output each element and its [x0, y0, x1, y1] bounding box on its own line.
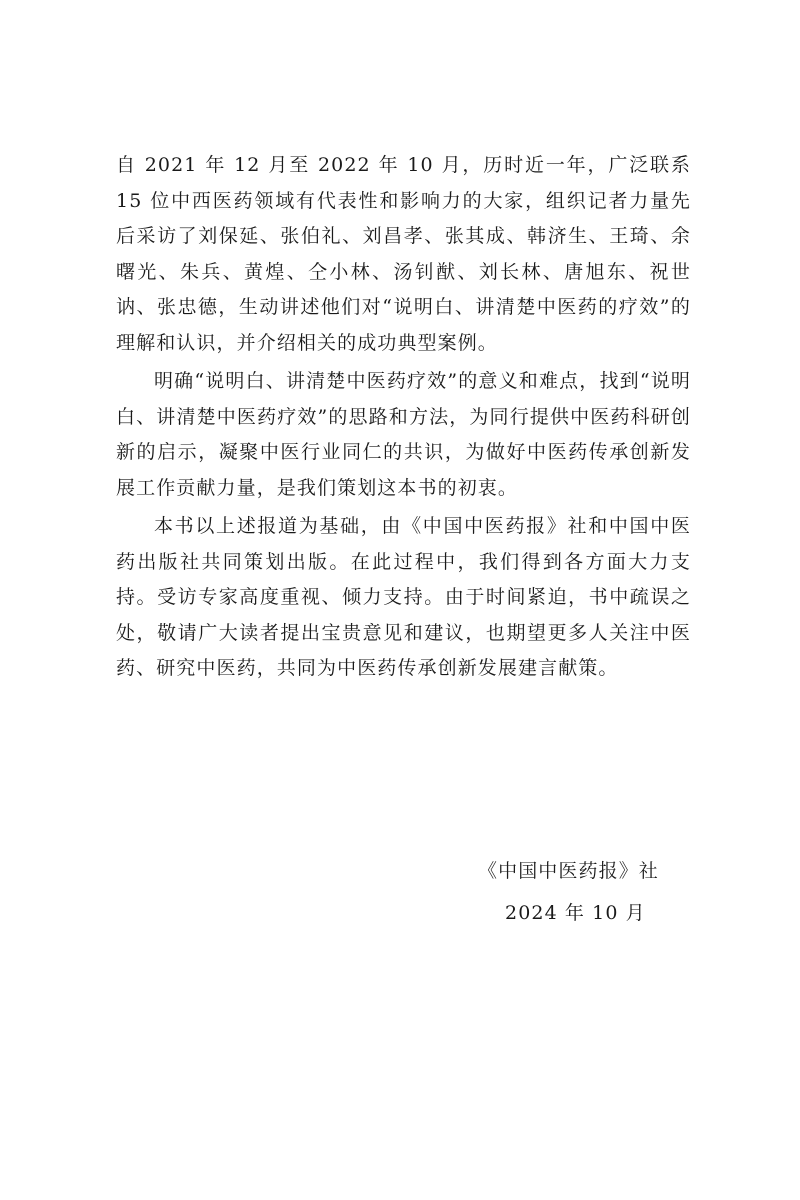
signature-organization: 《中国中医药报》社	[478, 860, 659, 882]
paragraph-2: 明确“说明白、讲清楚中医药疗效”的意义和难点，找到“说明白、讲清楚中医药疗效”的思路和方法，为同行提供中医药科研创新的启示，凝聚中医行业同仁的共识，为做好中医药传承创新发展工作贡献力量，是我们策划这本书的初衷。	[116, 370, 691, 499]
paragraph-3: 本书以上述报道为基础，由《中国中医药报》社和中国中医药出版社共同策划出版。在此过程中，我们得到各方面大力支持。受访专家高度重视、倾力支持。由于时间紧迫，书中疏误之处，敬请广大读者提出宝贵意见和建议，也期望更多人关注中医药、研究中医药，共同为中医药传承创新发展建言献策。	[116, 515, 691, 679]
document-body	[116, 148, 691, 687]
signature-block	[478, 853, 698, 931]
signature-date: 2024 年 10 月	[505, 902, 646, 924]
paragraph-1: 自 2021 年 12 月至 2022 年 10 月，历时近一年，广泛联系 15 位中西医药领域有代表性和影响力的大家，组织记者力量先后采访了刘保延、张伯礼、刘昌孝、张其成、韩济生、王琦、余曙光、朱兵、黄煌、仝小林、汤钊猷、刘长林、唐旭东、祝世讷、张忠德，生动讲述他们对“说明白、讲清楚中医药的疗效”的理解和认识，并介绍相关的成功典型案例。	[116, 154, 691, 354]
